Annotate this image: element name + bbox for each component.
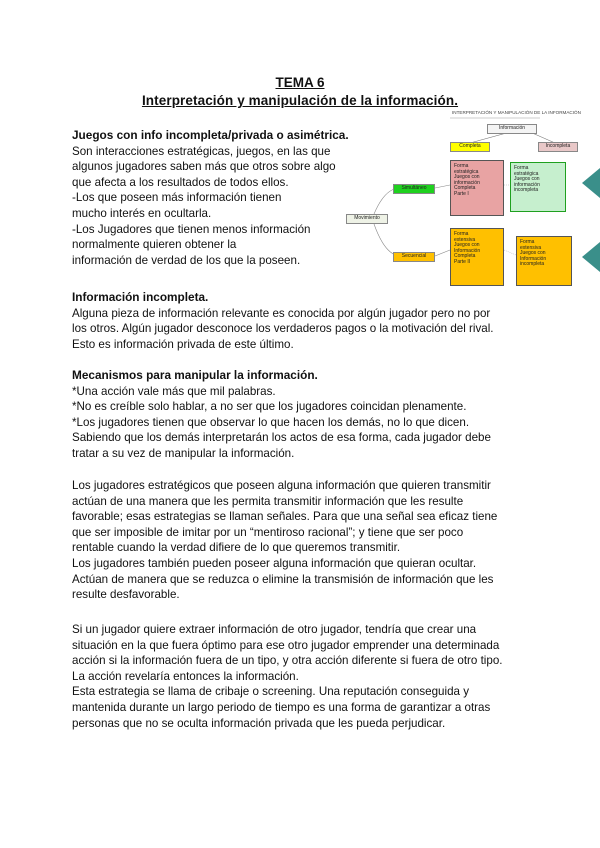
node-secuencial: Secuencial bbox=[393, 252, 435, 262]
text-line: Esta estrategia se llama de cribaje o screening. Una reputación conseguida y bbox=[72, 685, 469, 699]
box-extensiva-incompleta: Forma extensiva Juegos con Información incompleta bbox=[516, 236, 572, 286]
text-line: los otros. Algún jugador desconoce los verdaderos pagos o la motivación del rival. bbox=[72, 322, 494, 336]
text-line: algunos jugadores saben más que otros sobre algo bbox=[72, 160, 336, 174]
text-line: Los jugadores también pueden poseer alguna información que quieran ocultar. bbox=[72, 556, 477, 570]
text-line: -Los que poseen más información tienen bbox=[72, 191, 282, 205]
text-line: que afecta a los resultados de todos ellos. bbox=[72, 175, 289, 189]
text-line: Sabiendo que los demás interpretarán los actos de esa forma, cada jugador debe bbox=[72, 431, 491, 445]
concept-diagram bbox=[340, 110, 600, 290]
text-line: *Los jugadores tienen que observar lo que hacen los demás, no lo que dicen. bbox=[72, 415, 470, 429]
text-line: información de verdad de los que la poseen. bbox=[72, 253, 301, 267]
text-line: *No es creíble solo hablar, a no ser que los jugadores coincidan plenamente. bbox=[72, 400, 467, 414]
node-simultaneo: Simultáneo bbox=[393, 184, 435, 194]
text-line: La acción revelaría entonces la información. bbox=[72, 669, 299, 683]
section-heading: Juegos con info incompleta/privada o asimétrica. bbox=[72, 128, 349, 142]
text-line: Los jugadores estratégicos que poseen alguna información que quieren transmitir bbox=[72, 479, 491, 492]
text-line: Si un jugador quiere extraer información de otro jugador, tendría que crear una bbox=[72, 623, 477, 636]
box-estrategica-completa: Forma estratégica Juegos con información Completa Parte I bbox=[450, 160, 504, 216]
text-line: resulte desfavorable. bbox=[72, 588, 180, 602]
text-line: Esto es información privada de este último. bbox=[72, 337, 294, 351]
text-line: acción si la información fuera de un tipo, y otra acción diferente si fuera de otro tipo. bbox=[72, 654, 503, 668]
paragraph-screening bbox=[72, 622, 503, 731]
page-title: TEMA 6 bbox=[275, 75, 325, 90]
text-line: Son interacciones estratégicas, juegos, en las que bbox=[72, 144, 331, 158]
box-extensiva-completa: Forma extensiva Juegos con Información Completa Parte II bbox=[450, 228, 504, 286]
text-line: actúan de una manera que les permita transmitir información que les resulte bbox=[72, 494, 464, 508]
section-info-asimetrica bbox=[72, 128, 349, 268]
section-info-incompleta bbox=[72, 290, 494, 352]
section-heading: Mecanismos para manipular la información. bbox=[72, 368, 318, 382]
text-line: tratar a su vez de manipular la información. bbox=[72, 446, 295, 460]
text-line: *Una acción vale más que mil palabras. bbox=[72, 384, 276, 398]
paragraph-senales bbox=[72, 478, 497, 603]
arrow-left-icon bbox=[582, 242, 600, 272]
node-incompleta: Incompleta bbox=[538, 142, 578, 152]
box-estrategica-incompleta: Forma estratégica Juegos con información incompleta bbox=[510, 162, 566, 212]
text-line: que ser imposible de imitar por un “mentiroso racional”; y tiene que ser poco bbox=[72, 525, 464, 539]
text-line: Actúan de manera que se reduzca o elimine la transmisión de información que les bbox=[72, 572, 494, 586]
node-completa: Completa bbox=[450, 142, 490, 152]
section-mecanismos bbox=[72, 368, 491, 462]
text-line: -Los Jugadores que tienen menos información bbox=[72, 222, 311, 236]
node-informacion: Información bbox=[487, 124, 537, 134]
text-line: mucho interés en ocultarla. bbox=[72, 206, 212, 220]
text-line: situación en la que fuera óptimo para ese otro jugador emprender una determinada bbox=[72, 638, 500, 652]
text-line: Alguna pieza de información relevante es conocida por algún jugador pero no por bbox=[72, 306, 491, 320]
arrow-left-icon bbox=[582, 168, 600, 198]
text-line: mantenida durante un largo periodo de tiempo es una forma de garantizar a otras bbox=[72, 700, 491, 714]
page-subtitle: Interpretación y manipulación de la información. bbox=[141, 93, 459, 108]
text-line: favorable; esas estrategias se llaman señales. Para que una señal sea eficaz tiene bbox=[72, 510, 498, 524]
text-line: normalmente quieren obtener la bbox=[72, 238, 237, 252]
text-line: personas que no se oculta información privada que les pueda perjudicar. bbox=[72, 716, 446, 730]
diagram-title: INTERPRETACIÓN Y MANIPULACIÓN DE LA INFORMACIÓN bbox=[452, 110, 581, 115]
node-movimiento: Movimiento bbox=[346, 214, 388, 224]
text-line: rentable cuando la verdad difiere de lo que queremos transmitir. bbox=[72, 541, 401, 555]
section-heading: Información incompleta. bbox=[72, 290, 209, 304]
